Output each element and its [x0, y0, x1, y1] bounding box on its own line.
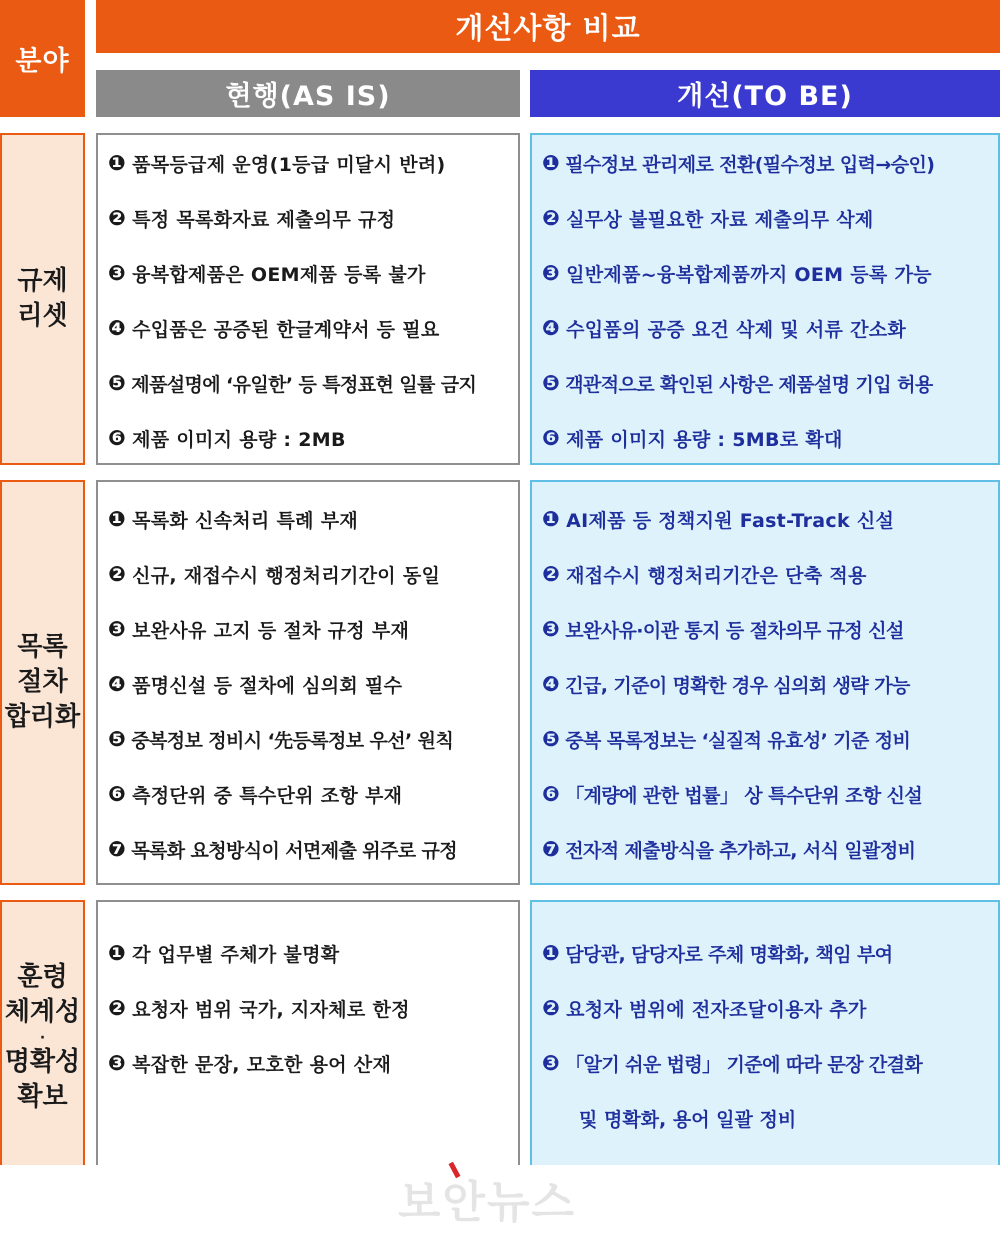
item-text: 긴급, 기준이 명확한 경우 심의회 생략 가능 — [565, 674, 910, 697]
item-text: 요청자 범위 국가, 지자체로 한정 — [132, 998, 410, 1021]
list-item — [542, 612, 996, 646]
to-be-box-directive — [530, 900, 1000, 1175]
item-text: 품목등급제 운영(1등급 미달시 반려) — [132, 153, 446, 176]
number-badge: ❶ — [542, 507, 561, 531]
field-line: 리셋 — [17, 301, 68, 331]
list-item — [108, 936, 516, 970]
item-text: 재접수시 행정처리기간은 단축 적용 — [566, 564, 867, 587]
list-item — [108, 722, 516, 756]
list-item-continuation: 및 명확화, 용어 일괄 정비 — [579, 1108, 797, 1131]
list-item — [542, 421, 996, 455]
item-text: 복잡한 문장, 모호한 용어 산재 — [132, 1053, 392, 1076]
list-item — [108, 256, 516, 290]
number-badge: ❷ — [108, 996, 127, 1020]
list-item — [542, 832, 996, 866]
number-badge: ❷ — [542, 996, 561, 1020]
number-badge: ❻ — [542, 782, 560, 806]
number-badge: ❶ — [542, 941, 560, 965]
field-regulation-reset — [0, 133, 85, 465]
number-badge: ❸ — [542, 1051, 560, 1075]
field-line: 훈령 — [17, 962, 68, 993]
number-badge: ❷ — [542, 206, 561, 230]
number-badge: ❷ — [108, 206, 127, 230]
item-text: 목록화 요청방식이 서면제출 위주로 규정 — [131, 839, 458, 862]
list-item — [542, 502, 996, 536]
item-text: 중복 목록정보는 ‘실질적 유효성’ 기준 정비 — [565, 729, 911, 752]
list-item — [108, 201, 516, 235]
list-item — [542, 1046, 996, 1080]
list-item — [108, 421, 516, 455]
item-text: 제품 이미지 용량 : 2MB — [132, 428, 346, 451]
field-line: 체계성 — [4, 997, 81, 1028]
list-item — [542, 311, 996, 345]
field-line: 목록 — [17, 631, 68, 662]
item-text: 객관적으로 확인된 사항은 제품설명 기입 허용 — [565, 373, 933, 396]
field-catalog-procedure — [0, 480, 85, 885]
number-badge: ❺ — [542, 727, 560, 751]
number-badge: ❹ — [542, 672, 560, 696]
field-header: 분야 — [0, 0, 85, 117]
item-text: 담당관, 담당자로 주체 명확화, 책임 부여 — [565, 943, 893, 966]
list-item — [108, 1046, 516, 1080]
list-item — [542, 722, 996, 756]
list-item — [108, 832, 516, 866]
item-text: 「알기 쉬운 법령」 기준에 따라 문장 간결화 — [565, 1053, 923, 1076]
number-badge: ❼ — [542, 837, 560, 861]
item-text: 중복정보 정비시 ‘先등록정보 우선’ 원칙 — [131, 729, 454, 752]
item-text: 「계량에 관한 법률」 상 특수단위 조항 신설 — [565, 784, 923, 807]
number-badge: ❶ — [108, 151, 127, 175]
number-badge: ❻ — [108, 782, 127, 806]
as-is-box-directive — [96, 900, 520, 1175]
list-item — [542, 201, 996, 235]
list-item — [542, 991, 996, 1025]
number-badge: ❻ — [108, 426, 127, 450]
number-badge: ❺ — [108, 371, 126, 395]
list-item — [108, 777, 516, 811]
number-badge: ❶ — [108, 507, 127, 531]
field-directive-clarity — [0, 900, 85, 1175]
list-item — [542, 777, 996, 811]
list-item — [108, 146, 516, 180]
comparison-header: 개선사항 비교 — [96, 0, 1000, 53]
item-text: 측정단위 중 특수단위 조항 부재 — [132, 784, 403, 807]
list-item — [542, 366, 996, 400]
list-item — [108, 311, 516, 345]
item-text: 보완사유 고지 등 절차 규정 부재 — [132, 619, 410, 642]
item-text: 실무상 불필요한 자료 제출의무 삭제 — [566, 208, 874, 231]
list-item — [108, 366, 516, 400]
item-text: 융복합제품은 OEM제품 등록 불가 — [132, 263, 426, 286]
list-item — [108, 612, 516, 646]
field-line: 합리화 — [4, 702, 81, 733]
item-text: 필수정보 관리제로 전환(필수정보 입력→승인) — [565, 153, 935, 176]
list-item — [542, 256, 996, 290]
number-badge: ❹ — [542, 316, 561, 340]
item-text: 수입품의 공증 요건 삭제 및 서류 간소화 — [566, 318, 907, 341]
number-badge: ❸ — [108, 261, 127, 285]
list-item — [542, 146, 996, 180]
item-text: 제품 이미지 용량 : 5MB로 확대 — [566, 428, 843, 451]
list-item — [542, 667, 996, 701]
number-badge: ❺ — [108, 727, 126, 751]
list-item — [108, 557, 516, 591]
item-text: 보완사유·이관 통지 등 절차의무 규정 신설 — [565, 619, 904, 642]
as-is-header: 현행(AS IS) — [96, 70, 520, 117]
item-text: 각 업무별 주체가 불명확 — [132, 943, 340, 966]
number-badge: ❺ — [542, 371, 560, 395]
number-badge: ❷ — [542, 562, 561, 586]
list-item — [108, 502, 516, 536]
item-text: 특정 목록화자료 제출의무 규정 — [132, 208, 396, 231]
as-is-box-regulation — [96, 133, 520, 465]
field-line: 절차 — [17, 666, 68, 697]
item-text: 품명신설 등 절차에 심의회 필수 — [132, 674, 403, 697]
number-badge: ❹ — [108, 316, 127, 340]
number-badge: ❸ — [108, 617, 127, 641]
field-line: 명확성 — [4, 1046, 81, 1077]
field-line: 규제 — [17, 265, 68, 296]
list-item — [542, 557, 996, 591]
number-badge: ❻ — [542, 426, 561, 450]
item-text: AI제품 등 정책지원 Fast-Track 신설 — [566, 509, 895, 532]
number-badge: ❸ — [542, 617, 560, 641]
to-be-box-regulation — [530, 133, 1000, 465]
number-badge: ❼ — [108, 837, 126, 861]
list-item — [542, 936, 996, 970]
number-badge: ❸ — [108, 1051, 127, 1075]
number-badge: ❷ — [108, 562, 127, 586]
item-text: 일반제품~융복합제품까지 OEM 등록 가능 — [566, 263, 932, 286]
item-text: 제품설명에 ‘유일한’ 등 특정표현 일률 금지 — [131, 373, 477, 396]
item-text: 요청자 범위에 전자조달이용자 추가 — [566, 998, 867, 1021]
number-badge: ❹ — [108, 672, 127, 696]
as-is-box-procedure — [96, 480, 520, 885]
field-line: · — [39, 1029, 46, 1046]
item-text: 목록화 신속처리 특례 부재 — [132, 509, 359, 532]
watermark-logo: 보안뉴스 — [398, 1177, 577, 1228]
number-badge: ❶ — [108, 941, 127, 965]
field-line: 확보 — [17, 1081, 68, 1112]
list-item — [108, 667, 516, 701]
list-item — [108, 991, 516, 1025]
item-text: 전자적 제출방식을 추가하고, 서식 일괄정비 — [565, 839, 916, 862]
item-text: 신규, 재접수시 행정처리기간이 동일 — [132, 564, 441, 587]
to-be-box-procedure — [530, 480, 1000, 885]
item-text: 수입품은 공증된 한글계약서 등 필요 — [132, 318, 440, 341]
number-badge: ❶ — [542, 151, 560, 175]
number-badge: ❸ — [542, 261, 561, 285]
to-be-header: 개선(TO BE) — [530, 70, 1000, 117]
